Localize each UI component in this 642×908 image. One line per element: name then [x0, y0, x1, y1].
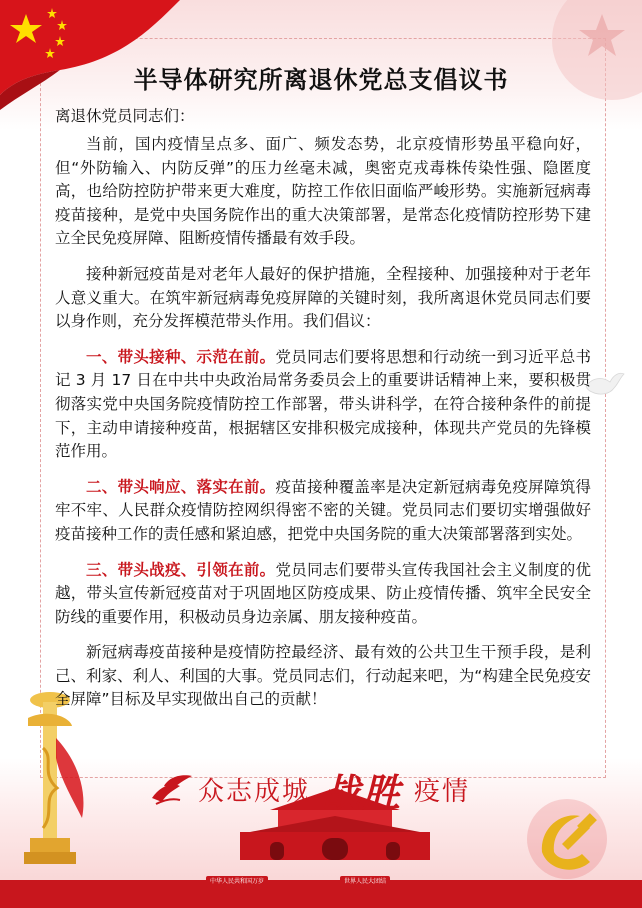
banner-left-text: 中华人民共和国万岁	[206, 876, 268, 888]
paragraph-text: 新冠病毒疫苗接种是疫情防控最经济、最有效的公共卫生干预手段，是利己、利家、利人、利国的大事。党员同志们，行动起来吧，为“构建全民免疫安全屏障”目标及早实现做出自己的贡献！	[55, 643, 591, 709]
dove-flight-icon	[150, 772, 194, 806]
paragraph-3	[55, 346, 591, 464]
bottom-band	[0, 880, 642, 908]
paragraph-lead: 一、带头接种、示范在前。	[86, 347, 276, 366]
slogan-part-3: 疫情	[414, 776, 471, 807]
paragraph-5	[55, 559, 591, 630]
greeting: 离退休党员同志们：	[55, 107, 195, 125]
paragraph-text: 接种新冠疫苗是对老年人最好的保护措施，全程接种、加强接种对于老年人意义重大。在筑牢新冠病毒免疫屏障的关键时刻，我所离退休党员同志们要以身作则，充分发挥模范带头作用。我们倡议：	[55, 264, 591, 331]
party-emblem-icon	[522, 794, 612, 884]
paragraph-1	[55, 133, 591, 251]
banner-right-text: 世界人民大团结	[340, 876, 390, 888]
slogan-part-2: 战胜	[322, 769, 403, 815]
paragraph-2	[55, 263, 591, 334]
slogan-part-1: 众志成城	[198, 776, 311, 807]
paragraph-text: 当前，国内疫情呈点多、面广、频发态势，北京疫情形势虽平稳向好，但“外防输入、内防反弹”的压力丝毫未减，奥密克戎毒株传染性强、隐匿度高，也给防控防护带来更大难度，防控工作依旧面临严峻形势。实施新冠病毒疫苗接种，是党中央国务院作出的重大决策部署，是常态化疫情防控形势下建立全民免疫屏障、阻断疫情传播最有效手段。	[55, 135, 591, 248]
paragraph-text: 党员同志们要将思想和行动统一到习近平总书记 3 月 17 日在中共中央政治局常务委员会上的重要讲话精神上来，要积极贯彻落实党中央国务院疫情防控工作部署，带头讲科学，在符合接种条件的前提下，主动申请接种疫苗，根据辖区安排积极完成接种，体现共产党员的先锋模范作用。	[55, 347, 591, 461]
paragraph-lead: 二、带头响应、落实在前。	[86, 477, 276, 496]
paragraph-6	[55, 641, 591, 712]
paragraph-lead: 三、带头战疫、引领在前。	[86, 560, 276, 579]
document-title: 半导体研究所离退休党总支倡议书	[133, 66, 509, 94]
paragraph-4	[55, 476, 591, 547]
paragraph-text: 疫苗接种覆盖率是决定新冠病毒免疫屏障筑得牢不牢、人民群众疫情防控网织得密不密的关键。党员同志们要切实增强做好疫苗接种工作的责任感和紧迫感，把党中央国务院的重大决策部署落到实处。	[55, 477, 591, 543]
slogan	[150, 764, 470, 814]
document-body	[55, 133, 591, 724]
paragraph-text: 党员同志们要带头宣传我国社会主义制度的优越，带头宣传新冠疫苗对于巩固地区防疫成果、防止疫情传播、筑牢全民安全防线的重要作用，积极动员身边亲属、朋友接种疫苗。	[55, 560, 591, 626]
